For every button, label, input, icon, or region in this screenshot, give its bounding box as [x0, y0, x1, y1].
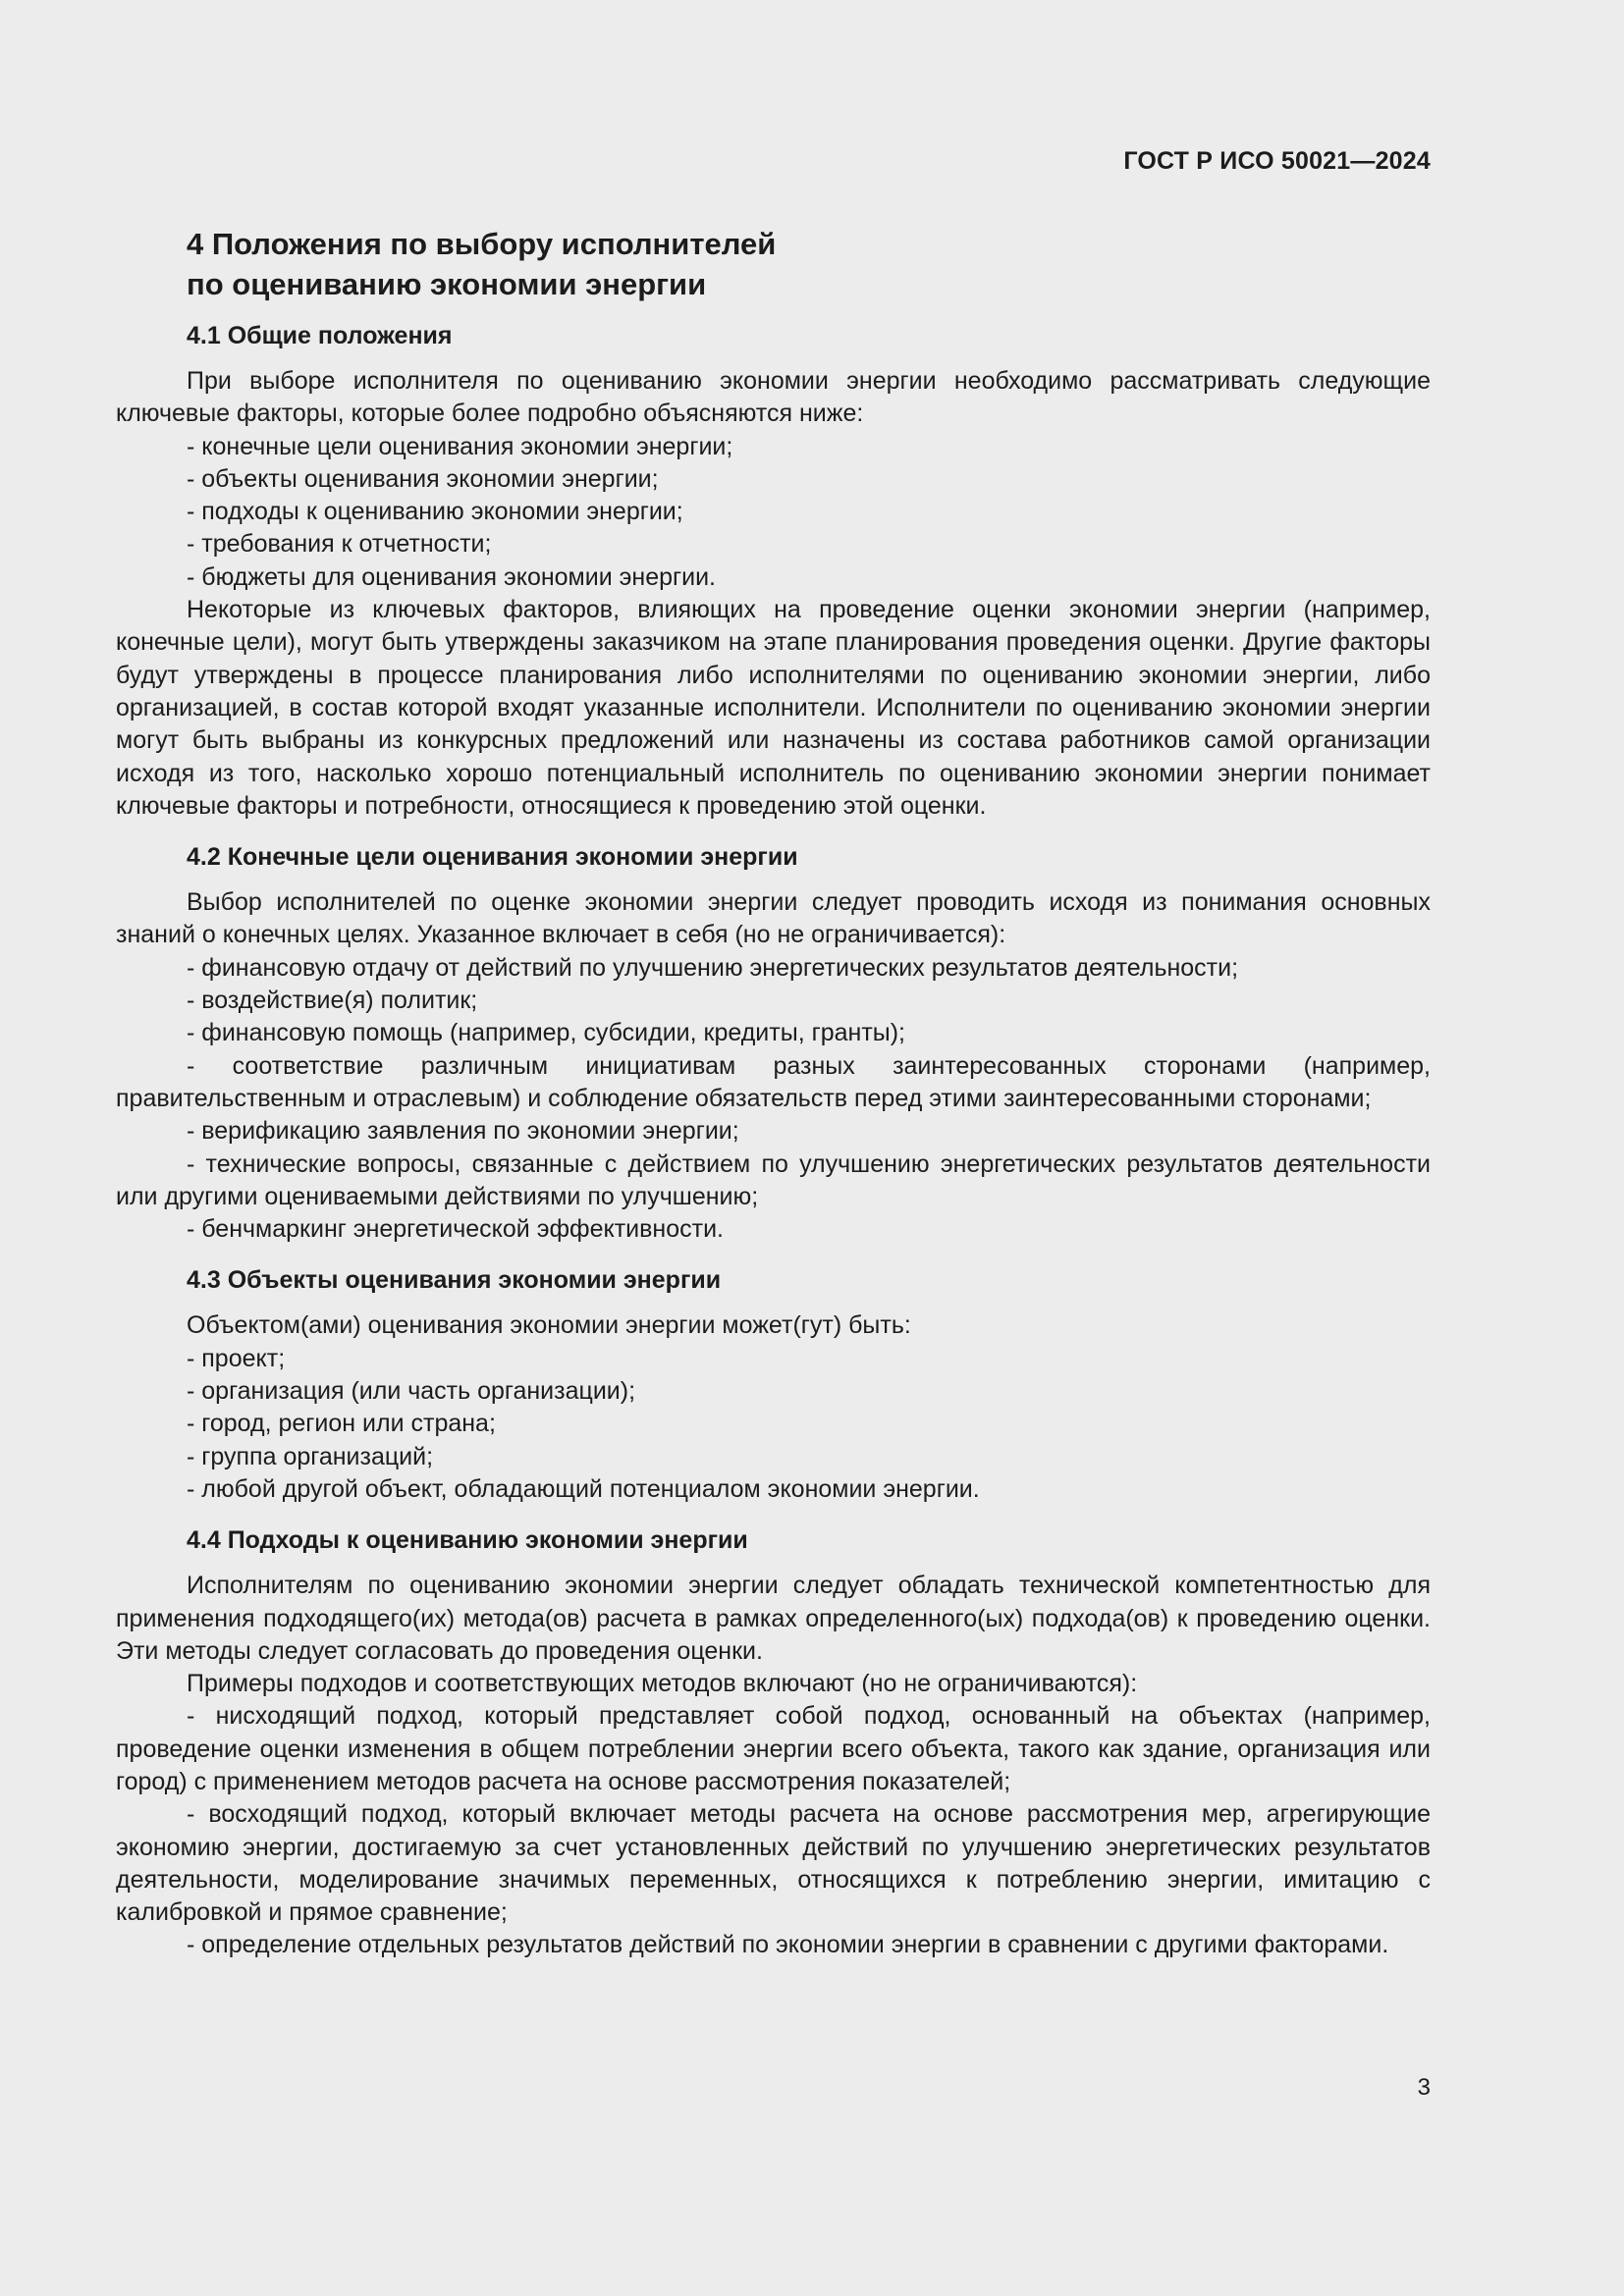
list-item: - бенчмаркинг энергетической эффективности.: [187, 1215, 724, 1244]
chapter-title-line-1: 4 Положения по выбору исполнителей: [187, 227, 777, 261]
list-item: - финансовую помощь (например, субсидии, кредиты, гранты);: [187, 1019, 906, 1047]
chapter-title-line-2: по оцениванию экономии энергии: [187, 267, 707, 301]
list-item: - город, регион или страна;: [187, 1410, 496, 1438]
section-title-4-4: 4.4 Подходы к оцениванию экономии энергии: [187, 1526, 748, 1555]
list-item: - воздействие(я) политик;: [187, 987, 478, 1015]
paragraph: Объектом(ами) оценивания экономии энергии может(гут) быть:: [187, 1311, 911, 1340]
list-item: - конечные цели оценивания экономии энергии;: [187, 432, 733, 460]
list-item: - любой другой объект, обладающий потенциалом экономии энергии.: [187, 1474, 980, 1503]
page-content: [116, 224, 1431, 1962]
list-item: - финансовую отдачу от действий по улучшению энергетических результатов деятельности;: [187, 953, 1239, 982]
paragraph: Некоторые из ключевых факторов, влияющих на проведение оценки экономии энергии (например, конечные цели), могут быть утверждены заказчиком на этапе планирования проведения оценки. Другие факторы будут утверждены в процессе планирования либо исполнителями по оцениванию экономии энергии, либо организацией, в состав которой входят указанные исполнители. Исполнители по оцениванию экономии энергии могут быть выбраны из конкурсных предложений или назначены из состава работников самой организации исходя из того, насколько хорошо потенциальный исполнитель по оцениванию экономии энергии понимает ключевые факторы и потребности, относящиеся к проведению этой оценки.: [116, 596, 1431, 820]
section-title-4-2: 4.2 Конечные цели оценивания экономии энергии: [187, 843, 798, 872]
list-item: - бюджеты для оценивания экономии энергии.: [187, 562, 716, 591]
paragraph: Выбор исполнителей по оценке экономии энергии следует проводить исходя из понимания основных знаний о конечных целях. Указанное включает в себя (но не ограничивается):: [116, 888, 1431, 949]
list-item: - организация (или часть организации);: [187, 1377, 636, 1406]
list-item: - подходы к оцениванию экономии энергии;: [187, 498, 683, 526]
list-item: - соответствие различным инициативам разных заинтересованных сторонами (например, правительственным и отраслевым) и соблюдение обязательств перед этими заинтересованными сторонами;: [116, 1051, 1431, 1112]
standard-designation: ГОСТ Р ИСО 50021—2024: [1123, 147, 1431, 175]
paragraph: При выборе исполнителя по оцениванию экономии энергии необходимо рассматривать следующие ключевые факторы, которые более подробно объясняются ниже:: [116, 367, 1431, 428]
list-item: - технические вопросы, связанные с действием по улучшению энергетических результатов деятельности или другими оцениваемыми действиями по улучшению;: [116, 1149, 1431, 1210]
page-number: 3: [1417, 2074, 1431, 2101]
document-page: [116, 0, 1431, 2296]
list-item: - верификацию заявления по экономии энергии;: [187, 1117, 739, 1146]
chapter-title: [187, 224, 1431, 304]
list-item: - нисходящий подход, который представляет собой подход, основанный на объектах (например, проведение оценки изменения в общем потреблении энергии всего объекта, такого как здание, организация или город) с применением методов расчета на основе рассмотрения показателей;: [116, 1702, 1431, 1795]
paragraph: Исполнителям по оцениванию экономии энергии следует обладать технической компетентностью для применения подходящего(их) метода(ов) расчета в рамках определенного(ых) подхода(ов) к проведению оценки. Эти методы следует согласовать до проведения оценки.: [116, 1572, 1431, 1665]
list-item: - группа организаций;: [187, 1442, 434, 1470]
section-title-4-1: 4.1 Общие положения: [187, 322, 453, 349]
list-item: - требования к отчетности;: [187, 530, 492, 559]
list-item: - определение отдельных результатов действий по экономии энергии в сравнении с другими факторами.: [187, 1931, 1389, 1959]
paragraph: Примеры подходов и соответствующих методов включают (но не ограничиваются):: [187, 1670, 1138, 1698]
list-item: - проект;: [187, 1344, 286, 1372]
section-title-4-3: 4.3 Объекты оценивания экономии энергии: [187, 1266, 722, 1295]
list-item: - объекты оценивания экономии энергии;: [187, 464, 659, 493]
list-item: - восходящий подход, который включает методы расчета на основе рассмотрения мер, агрегирующие экономию энергии, достигаемую за счет установленных действий по улучшению энергетических результатов деятельности, моделирование значимых переменных, относящихся к потреблению энергии, имитацию с калибровкой и прямое сравнение;: [116, 1800, 1431, 1927]
